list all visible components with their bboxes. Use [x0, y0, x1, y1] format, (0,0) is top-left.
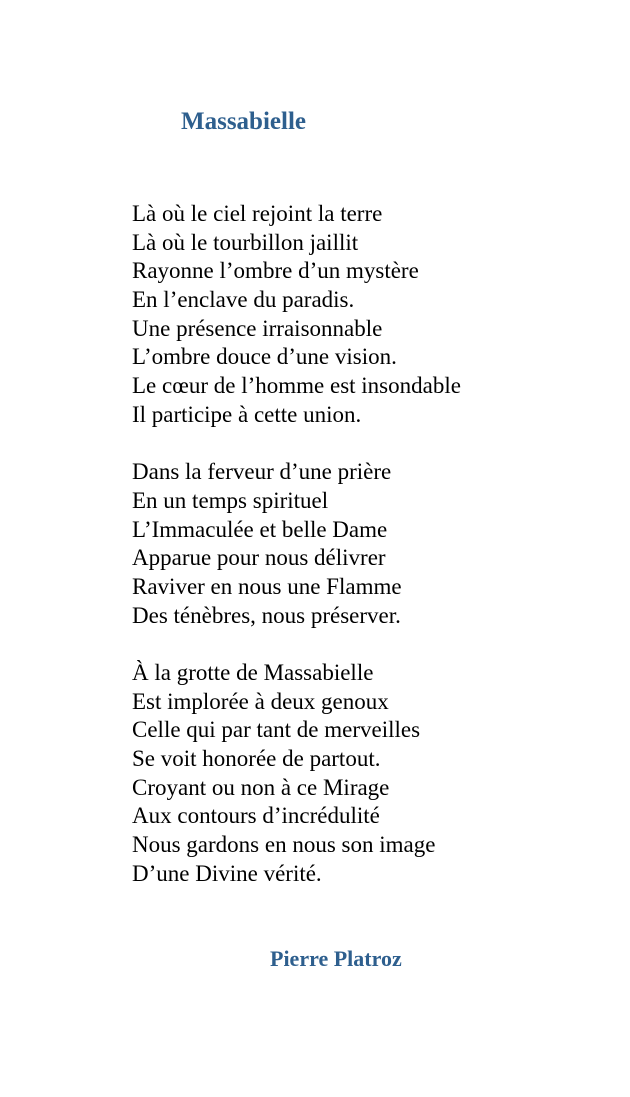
poem-title: Massabielle	[181, 108, 306, 135]
stanza-2	[132, 458, 612, 630]
poem-line: L’ombre douce d’une vision.	[132, 344, 397, 370]
poem-line: Croyant ou non à ce Mirage	[132, 774, 390, 800]
poem-line: Rayonne l’ombre d’un mystère	[132, 258, 419, 284]
poem-line: Le cœur de l’homme est insondable	[132, 373, 461, 399]
poem-line: Là où le tourbillon jaillit	[132, 229, 359, 255]
poem-line: À la grotte de Massabielle	[132, 660, 374, 685]
poem-line: Dans la ferveur d’une prière	[132, 459, 392, 485]
poem-line: Est implorée à deux genoux	[132, 688, 389, 714]
poem-line: Il participe à cette union.	[132, 401, 362, 427]
poem-line: En un temps spirituel	[132, 487, 329, 513]
poem-line: Celle qui par tant de merveilles	[132, 717, 421, 743]
poem-line: Là où le ciel rejoint la terre	[132, 201, 383, 226]
poem-line: L’Immaculée et belle Dame	[132, 516, 388, 542]
poem-line: Aux contours d’incrédulité	[132, 803, 380, 829]
stanza-3	[132, 659, 612, 889]
poem-body	[132, 200, 612, 917]
poem-line: Nous gardons en nous son image	[132, 832, 436, 858]
poem-line: Une présence irraisonnable	[132, 315, 383, 341]
poem-line: Raviver en nous une Flamme	[132, 573, 402, 599]
poem-line: D’une Divine vérité.	[132, 860, 322, 886]
stanza-1	[132, 200, 612, 430]
poem-author: Pierre Platroz	[270, 946, 402, 971]
poem-line: Se voit honorée de partout.	[132, 746, 381, 772]
poem-line: Des ténèbres, nous préserver.	[132, 602, 401, 628]
poem-line: Apparue pour nous délivrer	[132, 545, 386, 571]
poem-line: En l’enclave du paradis.	[132, 287, 355, 313]
